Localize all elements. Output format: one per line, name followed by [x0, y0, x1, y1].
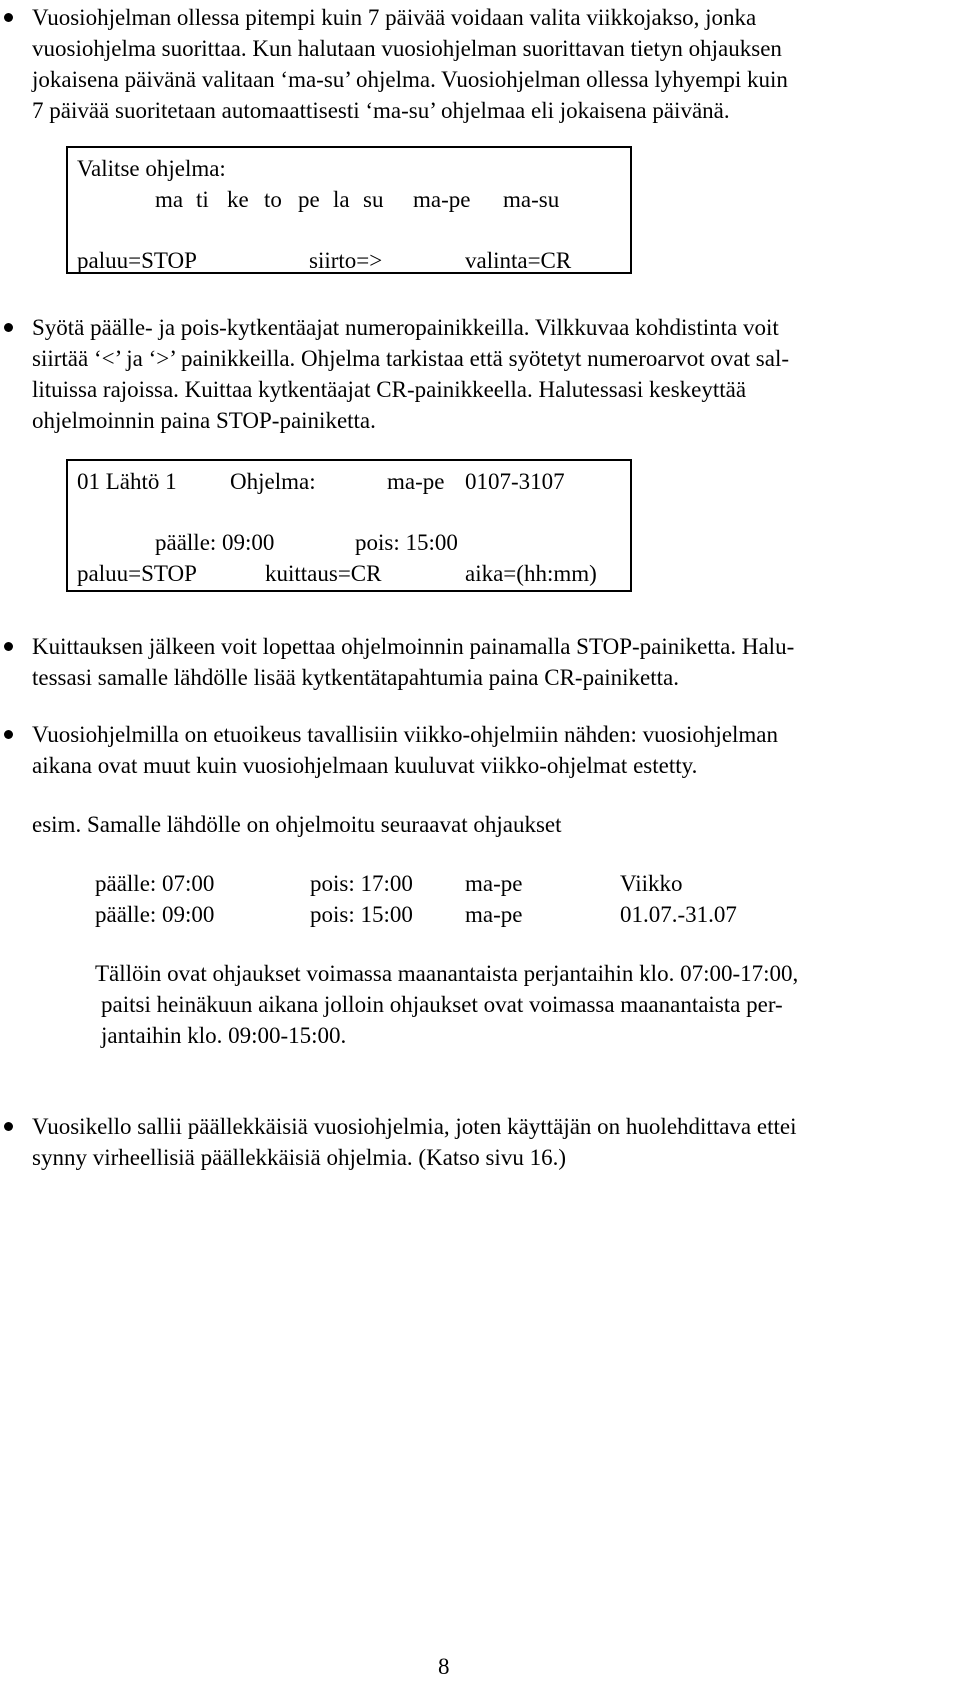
example-row-off: pois: 15:00 — [310, 902, 413, 927]
day-option-su: su — [363, 187, 384, 212]
example-row-off: pois: 17:00 — [310, 871, 413, 896]
bullet-dot — [4, 642, 13, 651]
key-hint-time: aika=(hh:mm) — [465, 561, 597, 586]
paragraph-line: jokaisena päivänä valitaan ‘ma-su’ ohjelma. Vuosiohjelman ollessa lyhyempi kuin — [32, 67, 788, 92]
paragraph-line: lituissa rajoissa. Kuittaa kytkentäajat CR-painikkeella. Halutessasi keskeyttää — [32, 377, 747, 402]
bullet-dot — [4, 323, 13, 332]
bullet-dot — [4, 1122, 13, 1131]
example-row-days: ma-pe — [465, 902, 523, 927]
bullet-dot — [4, 730, 13, 739]
option-ma-su: ma-su — [503, 187, 560, 212]
paragraph-line: tessasi samalle lähdölle lisää kytkentätapahtumia paina CR-painiketta. — [32, 665, 679, 690]
day-option-ma: ma — [155, 187, 184, 212]
display-on-time: päälle: 09:00 — [155, 530, 275, 555]
paragraph-line: siirtää ‘<’ ja ‘>’ painikkeilla. Ohjelma tarkistaa että syötetyt numeroarvot ovat sal- — [32, 346, 789, 371]
example-row-period: Viikko — [620, 871, 683, 896]
paragraph-line: vuosiohjelma suorittaa. Kun halutaan vuosiohjelman suorittavan tietyn ohjauksen — [32, 36, 782, 61]
key-hint-back: paluu=STOP — [77, 561, 197, 586]
example-explanation-line: jantaihin klo. 09:00-15:00. — [101, 1023, 347, 1048]
display-off-time: pois: 15:00 — [355, 530, 458, 555]
paragraph-line: 7 päivää suoritetaan automaattisesti ‘ma-su’ ohjelmaa eli jokaisena päivänä. — [32, 98, 730, 123]
paragraph-line: Kuittauksen jälkeen voit lopettaa ohjelmoinnin painamalla STOP-painiketta. Halu- — [32, 634, 795, 659]
example-row-days: ma-pe — [465, 871, 523, 896]
key-hint-move: siirto=> — [309, 248, 383, 273]
example-row-on: päälle: 07:00 — [95, 871, 215, 896]
day-option-la: la — [333, 187, 350, 212]
option-ma-pe: ma-pe — [413, 187, 471, 212]
display-program-label: Ohjelma: — [230, 469, 316, 494]
display-source: 01 Lähtö 1 — [77, 469, 177, 494]
day-option-pe: pe — [298, 187, 320, 212]
day-option-to: to — [264, 187, 282, 212]
example-explanation-line: Tällöin ovat ohjaukset voimassa maanantaista perjantaihin klo. 07:00-17:00, — [95, 961, 799, 986]
example-row-period: 01.07.-31.07 — [620, 902, 737, 927]
example-row-on: päälle: 09:00 — [95, 902, 215, 927]
paragraph-line: Vuosiohjelmilla on etuoikeus tavallisiin viikko-ohjelmiin nähden: vuosiohjelman — [32, 722, 779, 747]
paragraph-line: synny virheellisiä päällekkäisiä ohjelmia. (Katso sivu 16.) — [32, 1145, 566, 1170]
paragraph-line: aikana ovat muut kuin vuosiohjelmaan kuuluvat viikko-ohjelmat estetty. — [32, 753, 698, 778]
paragraph-line: Vuosiohjelman ollessa pitempi kuin 7 päivää voidaan valita viikkojakso, jonka — [32, 5, 757, 30]
example-intro: esim. Samalle lähdölle on ohjelmoitu seuraavat ohjaukset — [32, 812, 562, 837]
display-period: 0107-3107 — [465, 469, 565, 494]
paragraph-line: ohjelmoinnin paina STOP-painiketta. — [32, 408, 376, 433]
paragraph-line: Vuosikello sallii päällekkäisiä vuosiohjelmia, joten käyttäjän on huolehdittava ettei — [32, 1114, 797, 1139]
paragraph-line: Syötä päälle- ja pois-kytkentäajat numeropainikkeilla. Vilkkuvaa kohdistinta voit — [32, 315, 779, 340]
key-hint-back: paluu=STOP — [77, 248, 197, 273]
day-option-ke: ke — [227, 187, 249, 212]
day-option-ti: ti — [196, 187, 209, 212]
bullet-dot — [4, 13, 13, 22]
display-program-value: ma-pe — [387, 469, 445, 494]
display-title: Valitse ohjelma: — [77, 156, 226, 181]
example-explanation-line: paitsi heinäkuun aikana jolloin ohjaukset ovat voimassa maanantaista per- — [101, 992, 783, 1017]
key-hint-select: valinta=CR — [465, 248, 572, 273]
page-number: 8 — [438, 1654, 450, 1679]
key-hint-ack: kuittaus=CR — [265, 561, 382, 586]
